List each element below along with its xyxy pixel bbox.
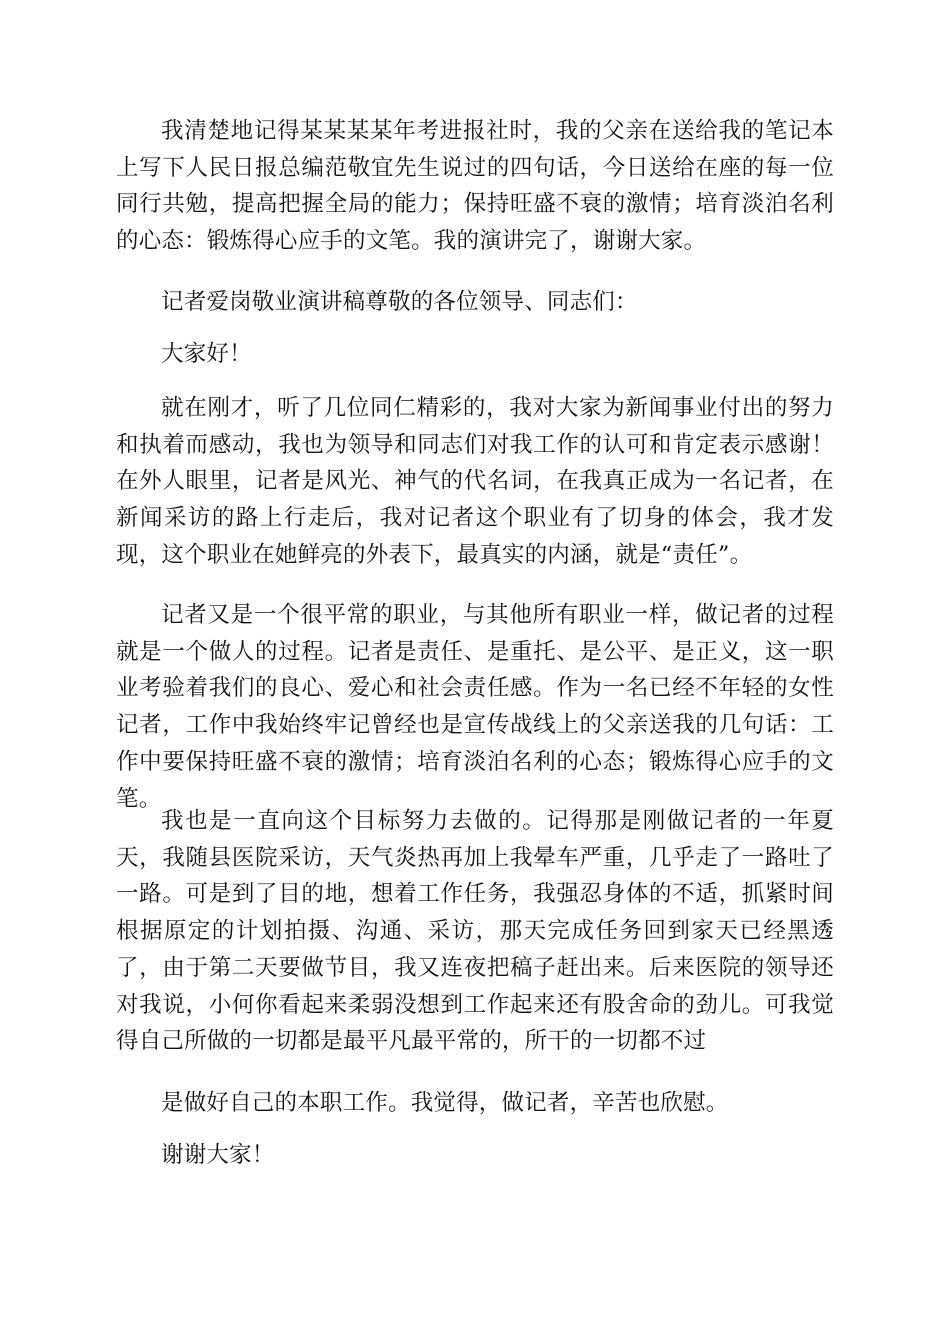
paragraph-responsibility: 就在刚才，听了几位同仁精彩的，我对大家为新闻事业付出的努力和执着而感动，我也为领导和同志们对我工作的认可和肯定表示感谢！在外人眼里，记者是风光、神气的代名词，在我真正成为一名记者，在新闻采访的路上行走后，我对记者这个职业有了切身的体会，我才发现，这个职业在她鲜亮的外表下，最真实的内涵，就是“责任”。 (116, 395, 834, 568)
speech-title-salutation: 记者爱岗敬业演讲稿尊敬的各位领导、同志们： (161, 289, 638, 315)
paragraph-closing-quote: 我清楚地记得某某某某年考进报社时，我的父亲在送给我的笔记本上写下人民日报总编范敬宜先生说过的四句话，今日送给在座的每一位同行共勉，提高把握全局的能力；保持旺盛不衰的激情；培育淡泊名利的心态：锻炼得心应手的文笔。我的演讲完了，谢谢大家。 (116, 118, 834, 255)
closing-thanks: 谢谢大家！ (161, 1142, 275, 1168)
paragraph-ordinary-profession: 记者又是一个很平常的职业，与其他所有职业一样，做记者的过程就是一个做人的过程。记者是责任、是重托、是公平、是正义，这一职业考验着我们的良心、爱心和社会责任感。作为一名已经不年轻的女性记者，工作中我始终牢记曾经也是宣传战线上的父亲送我的几句话：工作中要保持旺盛不衰的激情；培育淡泊名利的心态；锻炼得心应手的文笔。 (116, 602, 834, 812)
greeting: 大家好！ (161, 341, 252, 367)
paragraph-duty-conclusion: 是做好自己的本职工作。我觉得，做记者，辛苦也欣慰。 (161, 1090, 729, 1116)
paragraph-summer-interview: 我也是一直向这个目标努力去做的。记得那是刚做记者的一年夏天，我随县医院采访，天气炎热再加上我晕车严重，几乎走了一路吐了一路。可是到了目的地，想着工作任务，我强忍身体的不适，抓紧时间根据原定的计划拍摄、沟通、采访，那天完成任务回到家天已经黑透了，由于第二天要做节目，我又连夜把稿子赶出来。后来医院的领导还对我说，小何你看起来柔弱没想到工作起来还有股舍命的劲儿。可我觉得自己所做的一切都是最平凡最平常的，所干的一切都不过 (116, 808, 834, 1055)
